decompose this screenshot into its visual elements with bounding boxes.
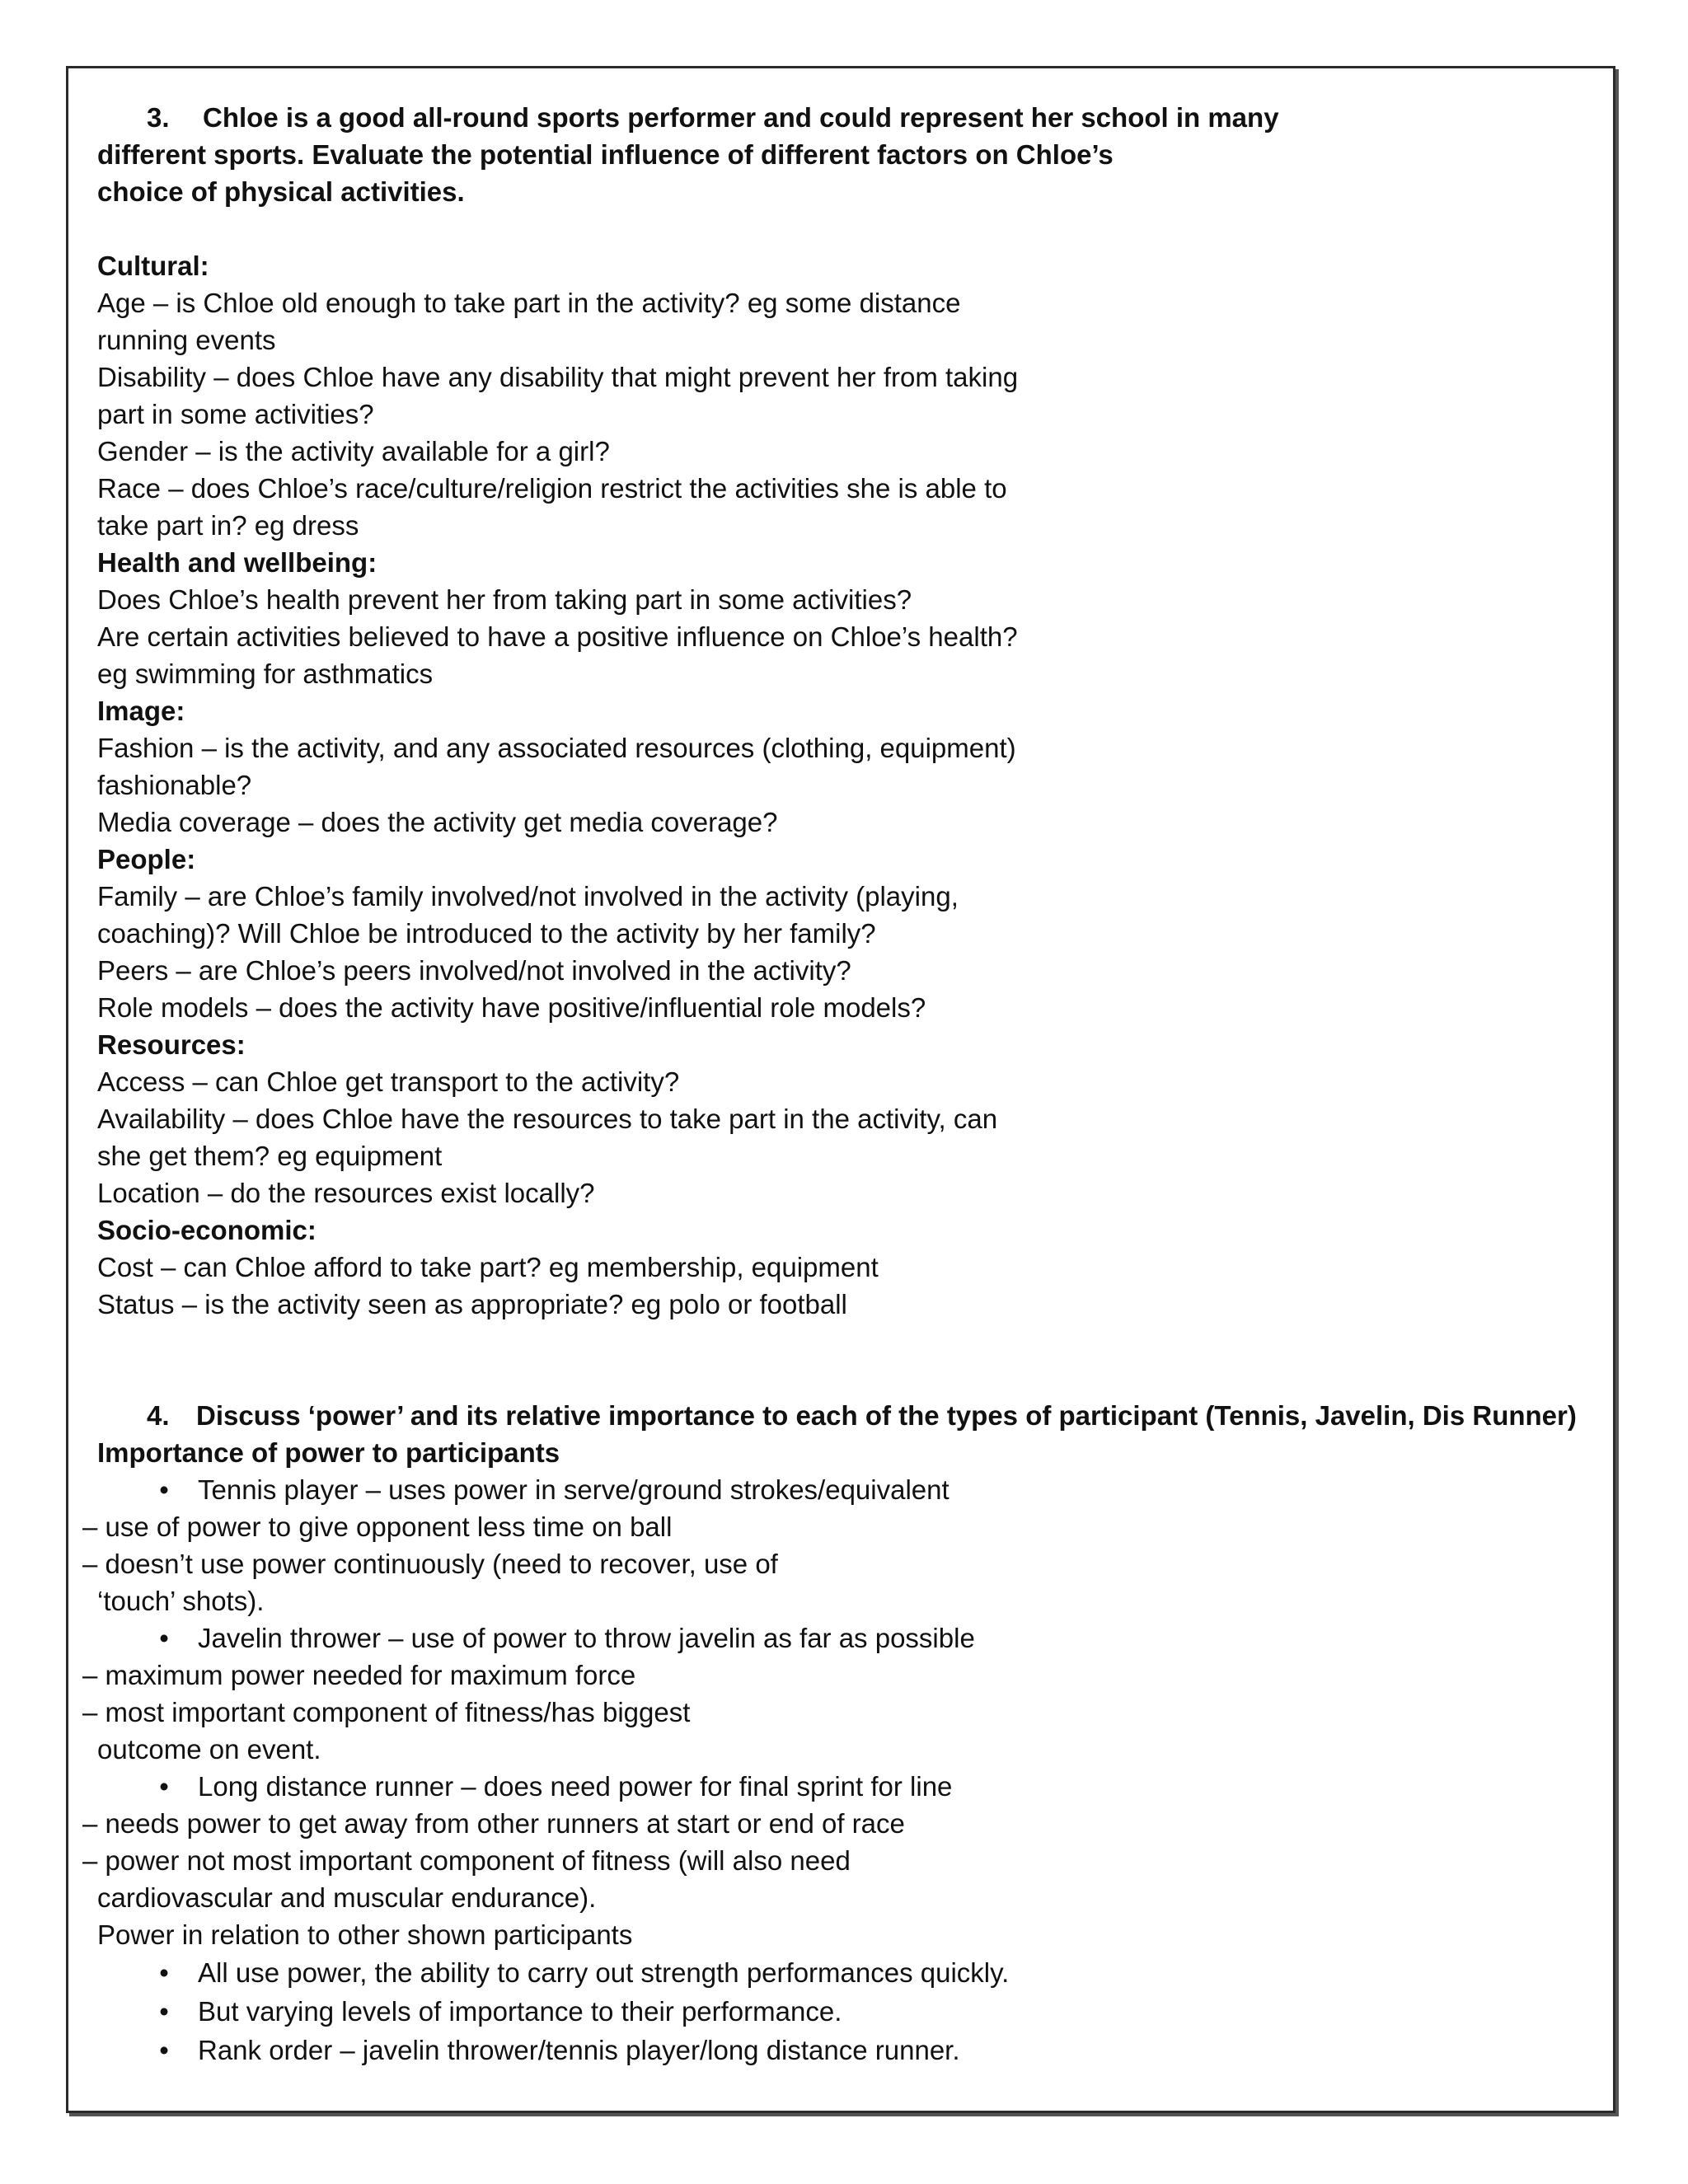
resources-line: Location – do the resources exist locally?: [97, 1178, 595, 1208]
question-4-number: 4.: [147, 1400, 170, 1431]
cultural-line: part in some activities?: [97, 399, 374, 429]
people-line: Family – are Chloe’s family involved/not involved in the activity (playing,: [97, 881, 959, 912]
people-line: Peers – are Chloe’s peers involved/not involved in the activity?: [97, 955, 851, 986]
section-title-cultural: Cultural:: [97, 251, 209, 281]
people-line: coaching)? Will Chloe be introduced to the activity by her family?: [97, 918, 876, 949]
participant-bullet-text: Long distance runner – does need power for final sprint for line: [198, 1771, 953, 1802]
resources-line: she get them? eg equipment: [97, 1141, 443, 1171]
question-3-heading-line-3: choice of physical activities.: [97, 176, 465, 207]
participant-detail-line: ‘touch’ shots).: [97, 1586, 265, 1616]
participant-bullet-runner: [97, 1768, 1581, 1805]
section-title-health: Health and wellbeing:: [97, 547, 377, 578]
question-4: [82, 1397, 1581, 2069]
people-line: Role models – does the activity have positive/influential role models?: [97, 992, 926, 1023]
socio-economic-line: Cost – can Chloe afford to take part? eg membership, equipment: [97, 1252, 879, 1282]
relation-bullet: [97, 1992, 1581, 2031]
question-3: [97, 99, 1581, 1323]
participant-detail-line: outcome on event.: [97, 1734, 321, 1765]
participant-detail-line: – needs power to get away from other runners at start or end of race: [82, 1808, 905, 1839]
relation-bullet-text: Rank order – javelin thrower/tennis player/long distance runner.: [198, 2035, 960, 2065]
cultural-line: running events: [97, 325, 276, 355]
cultural-line: take part in? eg dress: [97, 510, 359, 541]
cultural-line: Race – does Chloe’s race/culture/religion restrict the activities she is able to: [97, 473, 1007, 504]
image-line: Media coverage – does the activity get media coverage?: [97, 807, 778, 837]
image-line: fashionable?: [97, 770, 252, 800]
section-title-image: Image:: [97, 696, 185, 726]
resources-line: Access – can Chloe get transport to the activity?: [97, 1066, 680, 1097]
section-title-resources: Resources:: [97, 1029, 246, 1060]
question-3-heading-text-1: Chloe is a good all-round sports performer and could represent her school in many: [203, 102, 1279, 133]
health-line: Does Chloe’s health prevent her from taking part in some activities?: [97, 584, 912, 615]
bullet-icon: •: [159, 1771, 169, 1802]
image-line: Fashion – is the activity, and any associated resources (clothing, equipment): [97, 733, 1016, 763]
question-4-subheading: Importance of power to participants: [97, 1437, 560, 1468]
participant-bullet-tennis: [97, 1471, 1581, 1508]
cultural-line: Disability – does Chloe have any disability that might prevent her from taking: [97, 362, 1019, 392]
relation-bullet-text: But varying levels of importance to their performance.: [198, 1996, 842, 2027]
document-content: [82, 99, 1581, 2069]
participant-bullet-text: Tennis player – uses power in serve/ground strokes/equivalent: [198, 1474, 950, 1505]
question-3-heading-line-1: [97, 99, 1581, 136]
question-4-heading: [97, 1397, 1581, 1434]
relation-bullet-text: All use power, the ability to carry out strength performances quickly.: [198, 1957, 1010, 1988]
question-3-number: 3.: [147, 102, 170, 133]
resources-line: Availability – does Chloe have the resources to take part in the activity, can: [97, 1104, 998, 1134]
section-title-people: People:: [97, 844, 196, 874]
spacer: [97, 1323, 1581, 1397]
cultural-line: Age – is Chloe old enough to take part in the activity? eg some distance: [97, 288, 961, 318]
bullet-icon: •: [159, 2035, 169, 2065]
participant-detail-line: – power not most important component of fitness (will also need: [82, 1845, 851, 1876]
section-title-socio-economic: Socio-economic:: [97, 1215, 316, 1245]
participant-detail-line: cardiovascular and muscular endurance).: [97, 1882, 597, 1913]
participant-detail-line: – maximum power needed for maximum force: [82, 1660, 636, 1690]
participant-detail-line: – doesn’t use power continuously (need to recover, use of: [82, 1549, 778, 1579]
socio-economic-line: Status – is the activity seen as appropriate? eg polo or football: [97, 1289, 847, 1319]
participant-bullet-text: Javelin thrower – use of power to throw javelin as far as possible: [198, 1623, 975, 1653]
bullet-icon: •: [159, 1996, 169, 2027]
bullet-icon: •: [159, 1474, 169, 1505]
relation-bullet: [97, 1953, 1581, 1992]
cultural-line: Gender – is the activity available for a girl?: [97, 436, 610, 466]
relation-bullet: [97, 2031, 1581, 2069]
participant-detail-line: – use of power to give opponent less time on ball: [82, 1511, 673, 1542]
relation-heading: Power in relation to other shown participants: [97, 1919, 633, 1950]
bullet-icon: •: [159, 1957, 169, 1988]
spacer: [97, 210, 1581, 247]
bullet-icon: •: [159, 1623, 169, 1653]
health-line: Are certain activities believed to have a positive influence on Chloe’s health?: [97, 621, 1018, 652]
health-line: eg swimming for asthmatics: [97, 658, 434, 689]
participant-bullet-javelin: [97, 1619, 1581, 1657]
question-3-heading-line-2: different sports. Evaluate the potential influence of different factors on Chloe’s: [97, 139, 1114, 170]
question-4-heading-text: Discuss ‘power’ and its relative importance to each of the types of participant (Tennis, Javelin, Dis Runner): [196, 1400, 1577, 1431]
participant-detail-line: – most important component of fitness/has biggest: [82, 1697, 691, 1727]
